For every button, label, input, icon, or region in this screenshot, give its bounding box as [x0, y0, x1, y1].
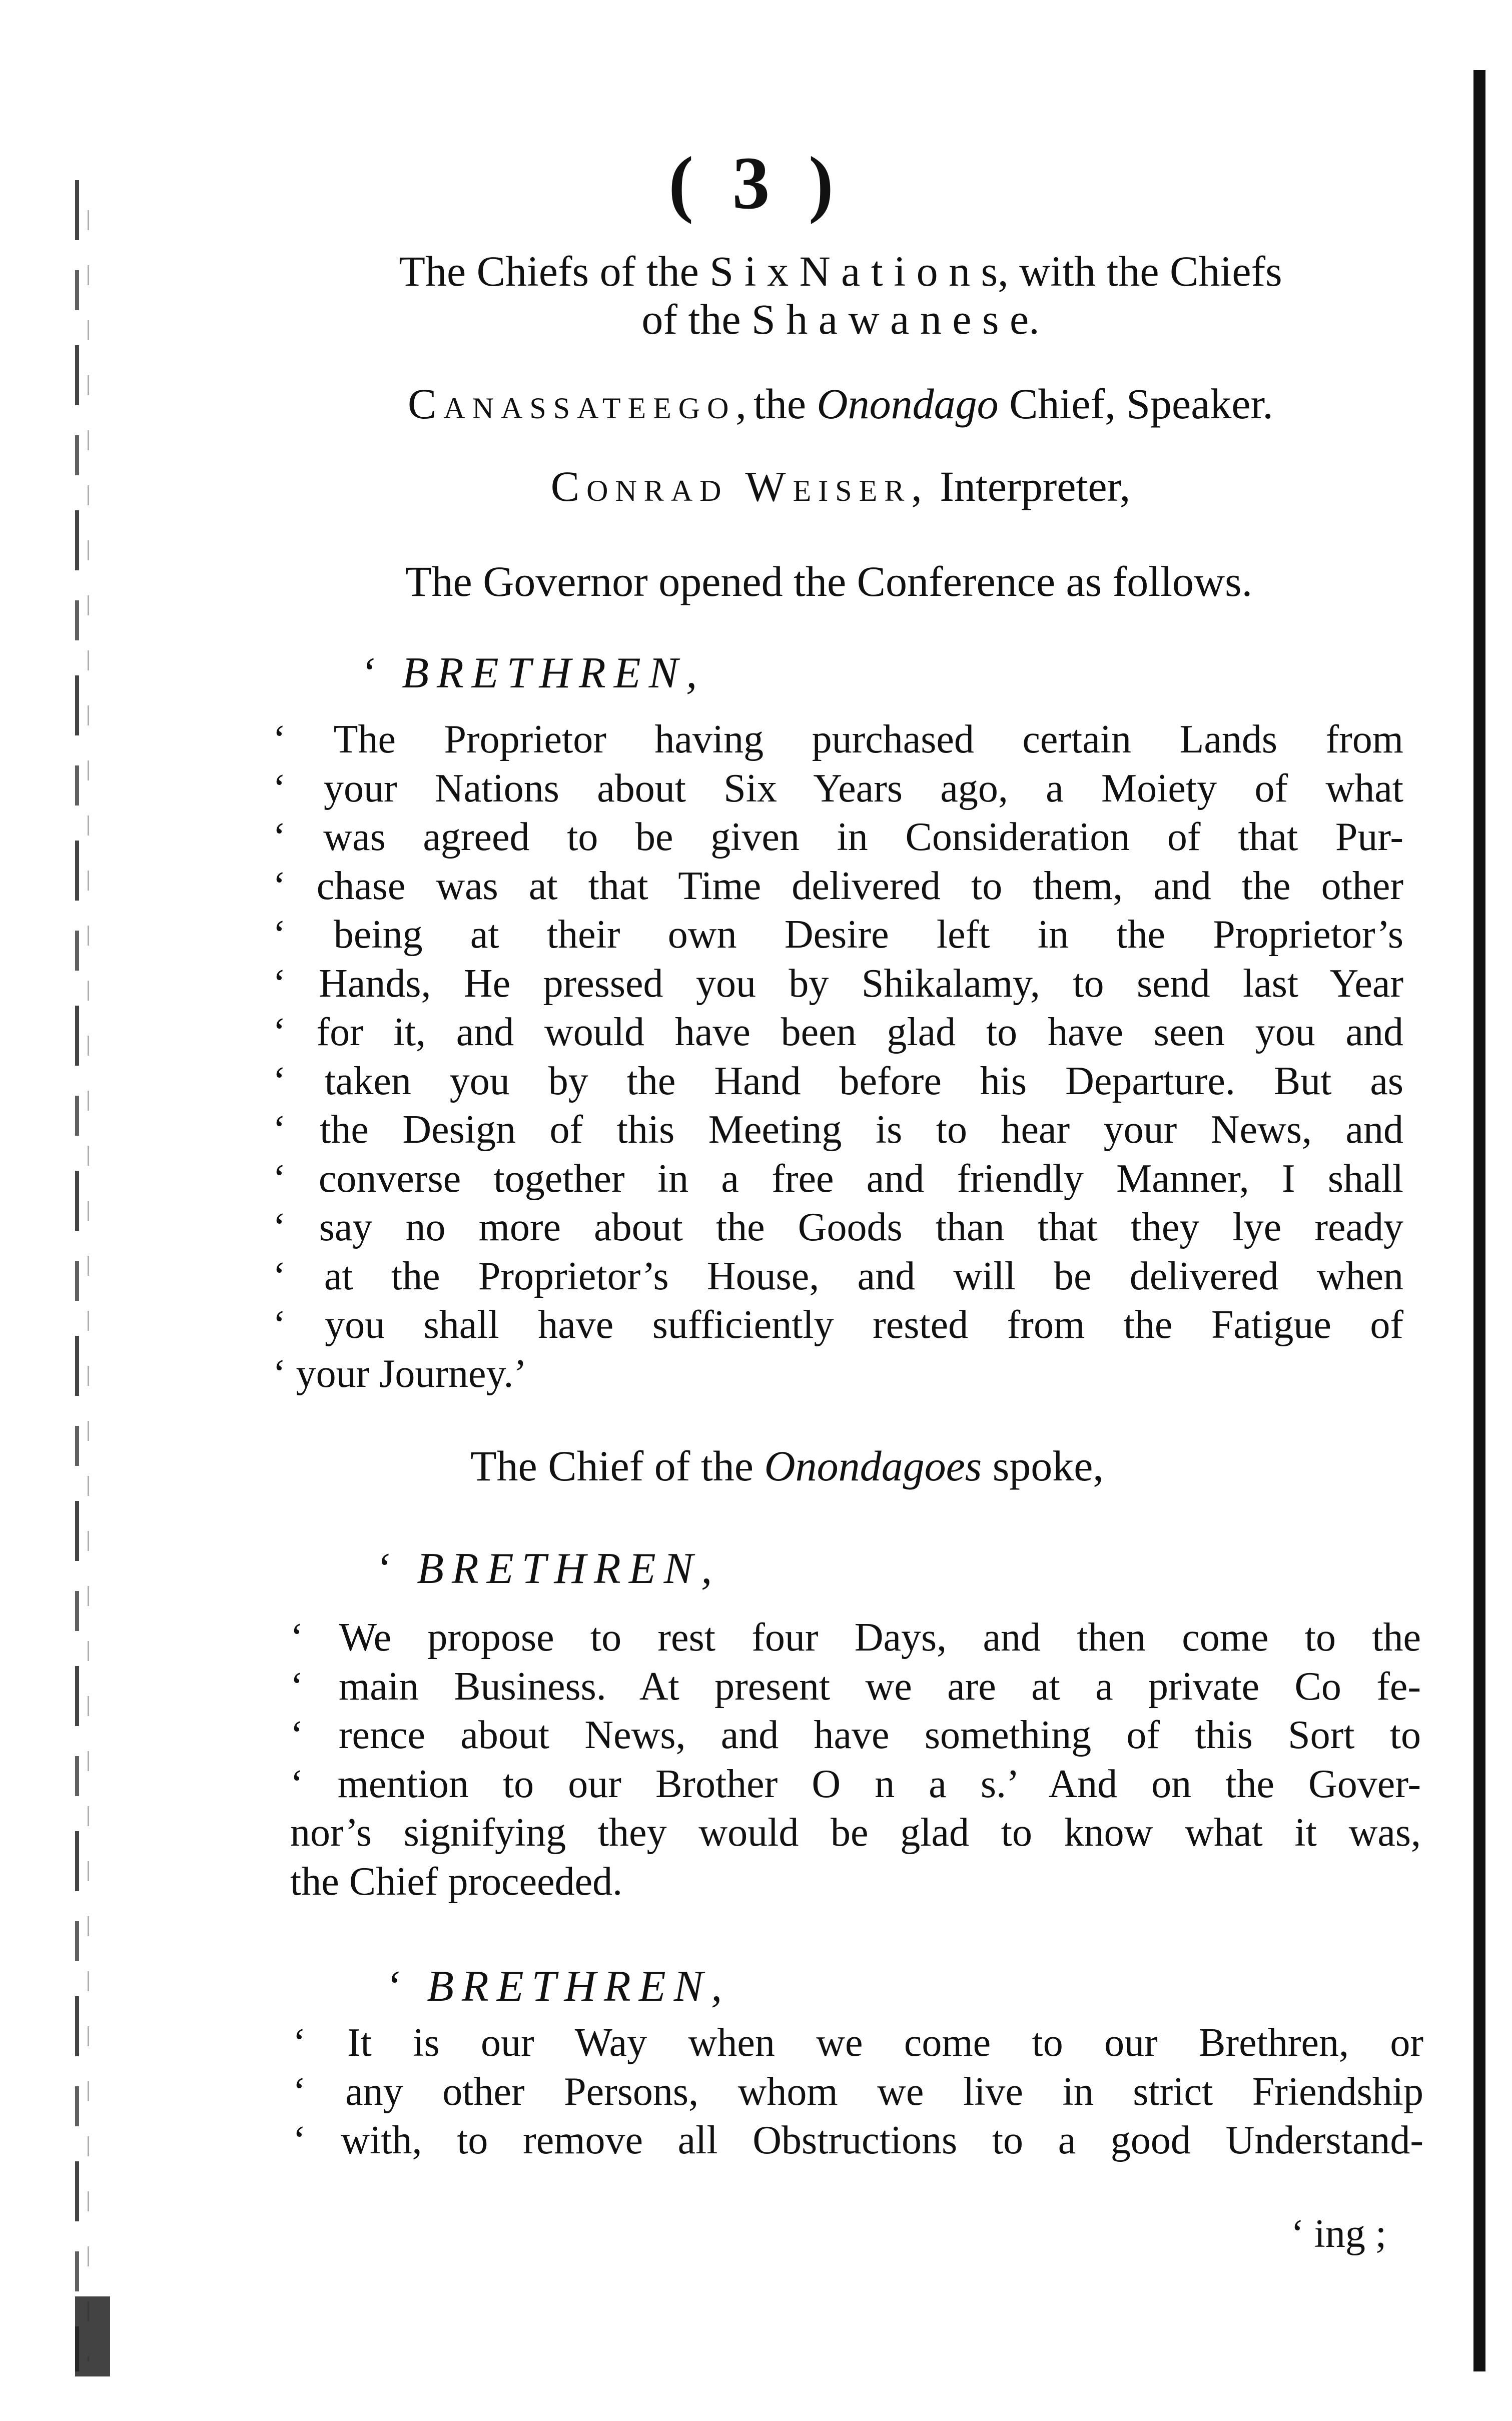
interpreter-name: Conrad Weiser, [550, 462, 929, 510]
opening-line: The Governor opened the Conference as follows. [405, 557, 1253, 605]
text-line: ‘ converse together in a free and friendly Manner, I shall [273, 1156, 1403, 1201]
text-line: ‘ main Business. At present we are at a private Co fe- [290, 1664, 1421, 1709]
text-line: ‘ your Nations about Six Years ago, a Moiety of what [273, 766, 1403, 811]
paragraph-governor-speech [273, 715, 1403, 1398]
scan-edge-left-fine [88, 210, 89, 2361]
text-line: ‘ We propose to rest four Days, and then come to the [290, 1616, 1421, 1660]
salutation-brethren-1: ‘ BRETHREN, [360, 649, 705, 697]
heading-shawanese: of the S h a w a n e s e. [641, 295, 1040, 343]
text-line: ‘ your Journey.’ [273, 1351, 527, 1396]
text-line: ‘ any other Persons, whom we live in strict Friendship [293, 2069, 1423, 2114]
paragraph-chief-reply [290, 1613, 1421, 1906]
text-line: ‘ The Proprietor having purchased certain Lands from [273, 717, 1403, 761]
text-line: ‘ you shall have sufficiently rested from the Fatigue of [273, 1303, 1403, 1347]
narrator-people: Onondagoes [764, 1442, 982, 1490]
text-line: ‘ was agreed to be given in Consideration of that Pur- [273, 815, 1403, 859]
interpreter-line [260, 460, 1421, 512]
speaker-prefix: the [753, 380, 817, 428]
catchword: ‘ ing ; [1291, 2212, 1387, 2256]
scan-edge-bottom-left [75, 2296, 110, 2376]
speaker-suffix: Chief, Speaker. [998, 380, 1273, 428]
text-line: ‘ mention to our Brother O n a s.’ And on the Gover- [290, 1762, 1421, 1806]
scan-edge-left [75, 180, 79, 2371]
text-line: ‘ for it, and would have been glad to have seen you and [273, 1010, 1403, 1054]
text-line: ‘ chase was at that Time delivered to them, and the other [273, 864, 1403, 908]
narrator-prefix: The Chief of the [470, 1442, 765, 1490]
text-line: ‘ being at their own Desire left in the Proprietor’s [273, 913, 1403, 957]
text-line: ‘ Hands, He pressed you by Shikalamy, to send last Year [273, 961, 1403, 1006]
text-line: the Chief proceeded. [290, 1859, 623, 1904]
speaker-place: Onondago [817, 380, 999, 428]
text-line: nor’s signifying they would be glad to know what it was, [290, 1811, 1421, 1855]
text-line: ‘ It is our Way when we come to our Brethren, or [293, 2021, 1423, 2065]
narrator-line [470, 1441, 1104, 1491]
text-line: ‘ the Design of this Meeting is to hear your News, and [273, 1108, 1403, 1152]
text-line: ‘ say no more about the Goods than that they lye ready [273, 1205, 1403, 1249]
text-line: ‘ at the Proprietor’s House, and will be delivered when [273, 1254, 1403, 1298]
salutation-brethren-3: ‘ BRETHREN, [385, 1962, 730, 2011]
interpreter-role: Interpreter, [929, 462, 1131, 510]
speaker-line [260, 378, 1421, 430]
paragraph-chief-proceeds [293, 2019, 1423, 2165]
page-number: ( 3 ) [668, 142, 844, 225]
salutation-brethren-2: ‘ BRETHREN, [375, 1544, 720, 1593]
heading-chiefs-six-nations: The Chiefs of the S i x N a t i o n s, with the Chiefs [399, 247, 1282, 295]
narrator-suffix: spoke, [982, 1442, 1104, 1490]
text-line: ‘ with, to remove all Obstructions to a good Understand- [293, 2118, 1423, 2162]
scan-edge-right [1473, 70, 1485, 2371]
speaker-name: Canassateego, [408, 380, 753, 428]
text-line: ‘ taken you by the Hand before his Departure. But as [273, 1059, 1403, 1103]
text-line: ‘ rence about News, and have something of this Sort to [290, 1713, 1421, 1757]
